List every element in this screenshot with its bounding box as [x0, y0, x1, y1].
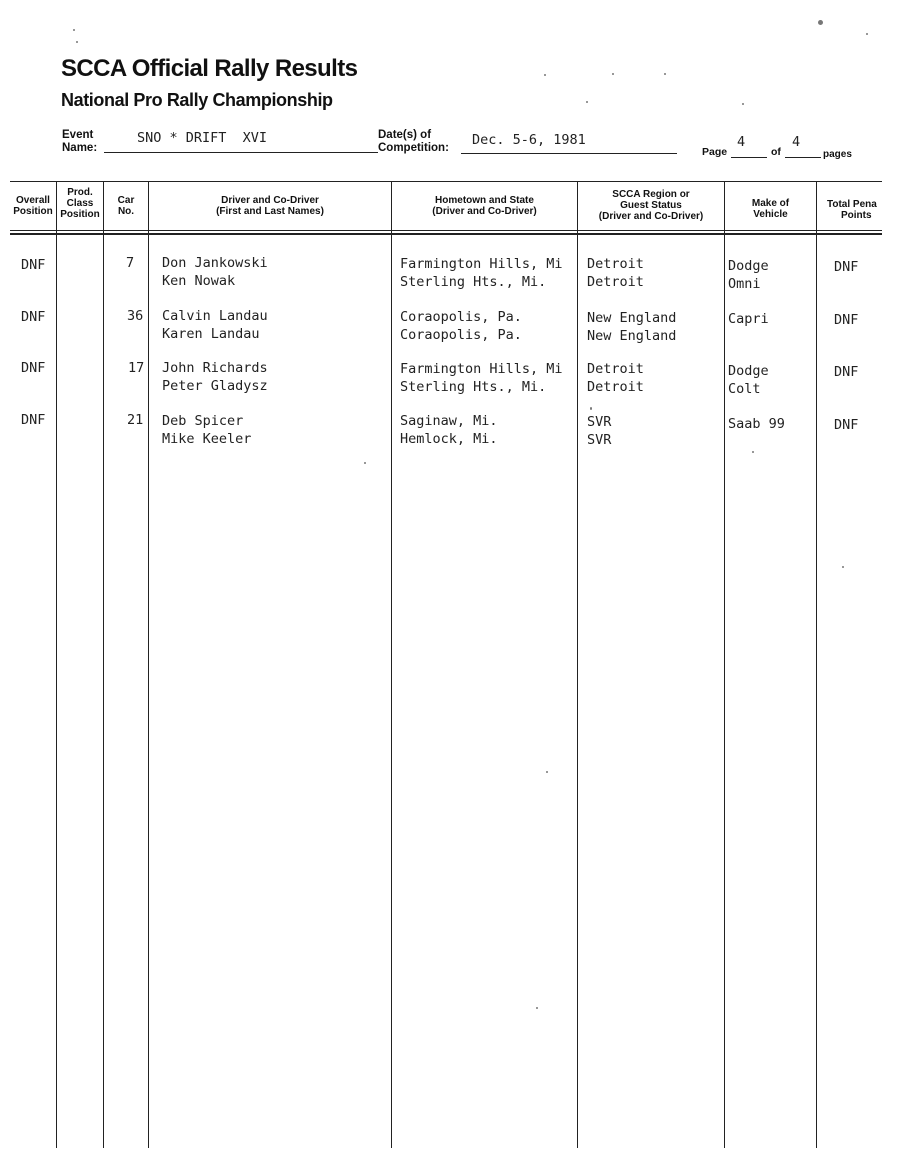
- row-hometown-driver: Farmington Hills, Mi: [400, 361, 563, 377]
- row-hometown-codriver: Sterling Hts., Mi.: [400, 274, 547, 290]
- scan-speck: [818, 20, 823, 25]
- row-hometown-driver: Coraopolis, Pa.: [400, 309, 522, 325]
- date-value: Dec. 5-6, 1981: [472, 132, 586, 148]
- pages-label: pages: [823, 149, 852, 160]
- scan-speck: [842, 566, 844, 568]
- date-label: Date(s) of Competition:: [378, 129, 449, 154]
- header-region: SCCA Region or Guest Status (Driver and Co-Driver): [598, 189, 704, 222]
- row-vehicle-make: Saab 99: [728, 416, 785, 432]
- row-region-driver: Detroit: [587, 256, 644, 272]
- date-underline: [461, 153, 677, 154]
- row-codriver: Mike Keeler: [162, 431, 252, 447]
- column-divider: [103, 181, 104, 1148]
- row-vehicle-model: Omni: [728, 276, 761, 292]
- row-total-penalty: DNF: [834, 259, 859, 275]
- row-vehicle-make: Dodge: [728, 258, 769, 274]
- page-number: 4: [737, 134, 746, 150]
- scan-speck: [586, 101, 588, 103]
- scan-speck: [364, 462, 366, 464]
- scan-speck: [664, 73, 666, 75]
- row-region-driver: SVR: [587, 414, 612, 430]
- page-label: Page: [702, 146, 728, 158]
- row-hometown-codriver: Sterling Hts., Mi.: [400, 379, 547, 395]
- header-hometown: Hometown and State (Driver and Co-Driver): [432, 195, 537, 217]
- row-driver: John Richards: [162, 360, 268, 376]
- document-title: SCCA Official Rally Results: [61, 55, 358, 82]
- column-divider: [816, 181, 817, 1148]
- row-hometown-codriver: Coraopolis, Pa.: [400, 327, 522, 343]
- header-overall-position: Overall Position: [13, 195, 53, 217]
- row-car-no: 21: [127, 412, 144, 428]
- event-name-underline: [104, 152, 378, 153]
- scan-speck: [544, 74, 546, 76]
- row-region-codriver: New England: [587, 328, 677, 344]
- row-overall: DNF: [21, 412, 46, 428]
- scan-speck: [546, 771, 548, 773]
- document-subtitle: National Pro Rally Championship: [61, 90, 333, 110]
- row-region-driver: Detroit: [587, 361, 644, 377]
- row-driver: Don Jankowski: [162, 255, 268, 271]
- row-driver: Deb Spicer: [162, 413, 244, 429]
- scan-speck: [742, 103, 744, 105]
- row-total-penalty: DNF: [834, 312, 859, 328]
- header-double-rule: [10, 233, 882, 235]
- event-name-label: Event Name:: [62, 129, 98, 154]
- row-overall: DNF: [21, 309, 46, 325]
- scan-speck: [590, 407, 592, 410]
- row-overall: DNF: [21, 257, 46, 273]
- row-vehicle-make: Capri: [728, 311, 769, 327]
- row-region-codriver: SVR: [587, 432, 612, 448]
- row-hometown-driver: Farmington Hills, Mi: [400, 256, 563, 272]
- row-vehicle-model: Colt: [728, 381, 761, 397]
- row-car-no: 7: [126, 255, 135, 271]
- row-region-driver: New England: [587, 310, 677, 326]
- column-divider: [724, 181, 725, 1148]
- row-car-no: 36: [127, 308, 144, 324]
- header-prod-class-position: Prod. Class Position: [60, 187, 100, 220]
- header-vehicle: Make of Vehicle: [751, 198, 790, 220]
- scan-speck: [76, 41, 78, 43]
- page-number-underline: [731, 157, 767, 158]
- column-divider: [577, 181, 578, 1148]
- scan-speck: [73, 29, 75, 31]
- row-hometown-driver: Saginaw, Mi.: [400, 413, 498, 429]
- row-region-codriver: Detroit: [587, 274, 644, 290]
- header-car-no: Car No.: [117, 195, 135, 217]
- scan-speck: [752, 451, 754, 453]
- row-overall: DNF: [21, 360, 46, 376]
- header-driver: Driver and Co-Driver (First and Last Names): [216, 195, 324, 217]
- row-region-codriver: Detroit: [587, 379, 644, 395]
- table-top-rule: [10, 181, 882, 182]
- row-codriver: Peter Gladysz: [162, 378, 268, 394]
- row-vehicle-make: Dodge: [728, 363, 769, 379]
- event-name-value: SNO * DRIFT XVI: [137, 130, 268, 146]
- scan-speck: [612, 73, 614, 75]
- row-driver: Calvin Landau: [162, 308, 268, 324]
- header-bottom-rule: [10, 230, 882, 231]
- row-car-no: 17: [128, 360, 145, 376]
- scan-speck: [866, 33, 868, 35]
- row-total-penalty: DNF: [834, 364, 859, 380]
- column-divider: [391, 181, 392, 1148]
- scan-speck: [536, 1007, 538, 1009]
- row-codriver: Ken Nowak: [162, 273, 236, 289]
- page-total: 4: [792, 134, 801, 150]
- row-hometown-codriver: Hemlock, Mi.: [400, 431, 498, 447]
- page-total-underline: [785, 157, 821, 158]
- column-divider: [148, 181, 149, 1148]
- row-codriver: Karen Landau: [162, 326, 260, 342]
- header-total-penalty: Total Pena Points: [827, 199, 877, 221]
- column-divider: [56, 181, 57, 1148]
- row-total-penalty: DNF: [834, 417, 859, 433]
- of-label: of: [771, 146, 781, 158]
